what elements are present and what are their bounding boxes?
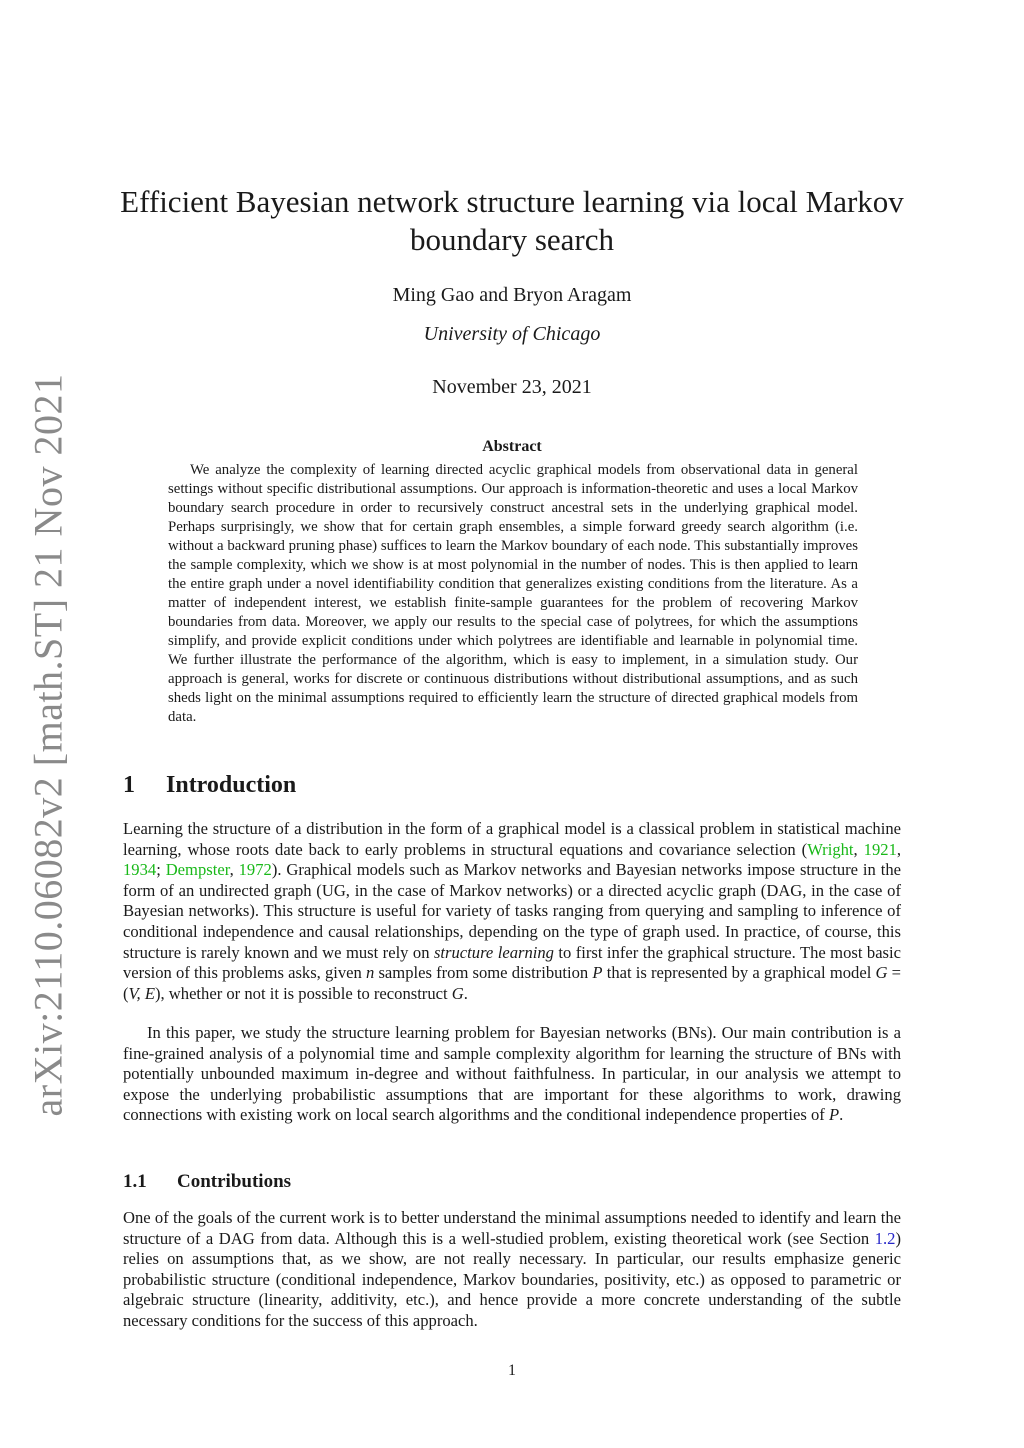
- math-G: G: [451, 983, 464, 1003]
- math-V-E: V, E: [128, 983, 155, 1003]
- section-heading-introduction: [123, 772, 296, 799]
- citation-link-dempster-1972[interactable]: 1972: [238, 860, 272, 880]
- page-number: 1: [508, 1362, 516, 1379]
- section-number: 1: [123, 772, 135, 798]
- abstract-heading: Abstract: [482, 438, 542, 455]
- emphasis-structure-learning: structure learning: [433, 942, 554, 962]
- arxiv-identifier-text: arXiv:2110.06082v2 [math.ST] 21 Nov 2021: [25, 373, 71, 1117]
- section-title: Introduction: [166, 772, 297, 798]
- math-n: n: [366, 963, 375, 983]
- paper-affiliation: University of Chicago: [423, 323, 601, 345]
- citation-link-dempster[interactable]: Dempster: [165, 860, 230, 880]
- paper-title: Efficient Bayesian network structure learning via local Markov boundary search: [120, 184, 904, 257]
- introduction-paragraph-1: Learning the structure of a distribution in the form of a graphical model is a classical problem in statistical machine learning, whose roots date back to early problems in structural equations and covariance selection (Wright, 1921, 1934; Dempster, 1972). Graphical models such as Markov networks and Bayesian networks impose structure in the form of an undirected graph (UG, in the case of Markov networks) or a directed acyclic graph (DAG, in the case of Bayesian networks). This structure is useful for variety of tasks ranging from querying and sampling to inference of conditional independence and causal relationships, depending on the type of graph used. In practice, of course, this structure is rarely known and we must rely on structure learning to first infer the graphical structure. The most basic version of this problems asks, given n samples from some distribution P that is represented by a graphical model G = (V, E), whether or not it is possible to reconstruct G.: [123, 819, 902, 1003]
- paper-authors: Ming Gao and Bryon Aragam: [392, 284, 632, 306]
- math-G: G: [875, 963, 888, 983]
- abstract-body: We analyze the complexity of learning directed acyclic graphical models from observational data in general settings without specific distributional assumptions. Our approach is information-theoretic and uses a local Markov boundary search procedure in order to recursively construct ancestral sets in the underlying graphical model. Perhaps surprisingly, we show that for certain graph ensembles, a simple forward greedy search algorithm (i.e. without a backward pruning phase) suffices to learn the Markov boundary of each node. This substantially improves the sample complexity, which we show is at most polynomial in the number of nodes. This is then applied to learn the entire graph under a novel identifiability condition that generalizes existing conditions from the literature. As a matter of independent interest, we establish finite-sample guarantees for the problem of recovering Markov boundaries from data. Moreover, we apply our results to the special case of polytrees, for which the assumptions simplify, and provide explicit conditions under which polytrees are identifiable and learnable in polynomial time. We further illustrate the performance of the algorithm, which is easy to implement, in a simulation study. Our approach is general, works for discrete or continuous distributions without distributional assumptions, and as such sheds light on the minimal assumptions required to efficiently learn the structure of directed graphical models from data.: [168, 462, 858, 725]
- introduction-paragraph-2: In this paper, we study the structure learning problem for Bayesian networks (BNs). Our main contribution is a fine-grained analysis of a polynomial time and sample complexity algorithm for learning the structure of BNs with potentially unbounded maximum in-degree and without faithfulness. In particular, in our analysis we attempt to expose the underlying probabilistic assumptions that are important for these algorithms to work, drawing connections with existing work on local search algorithms and the conditional independence properties of P.: [123, 1023, 901, 1125]
- citation-link-wright-1934[interactable]: 1934: [123, 860, 157, 880]
- math-P: P: [828, 1105, 840, 1125]
- citation-link-wright-1921[interactable]: 1921: [863, 839, 897, 859]
- subsection-title: Contributions: [177, 1171, 292, 1192]
- contributions-paragraph-1: One of the goals of the current work is to better understand the minimal assumptions needed to identify and learn the structure of a DAG from data. Although this is a well-studied problem, existing theoretical work (see Section 1.2) relies on assumptions that, as we show, are not really necessary. In particular, our results emphasize generic probabilistic structure (conditional independence, Markov boundaries, positivity, etc.) as opposed to parametric or algebraic structure (linearity, additivity, etc.), and hence provide a more concrete understanding of the subtle necessary conditions for the success of this approach.: [123, 1208, 901, 1330]
- section-reference-link[interactable]: 1.2: [874, 1228, 896, 1248]
- subsection-number: 1.1: [123, 1171, 147, 1192]
- citation-link-wright[interactable]: Wright: [807, 839, 854, 859]
- math-P: P: [592, 963, 603, 983]
- paper-date: November 23, 2021: [432, 376, 592, 398]
- subsection-heading-contributions: [123, 1171, 291, 1193]
